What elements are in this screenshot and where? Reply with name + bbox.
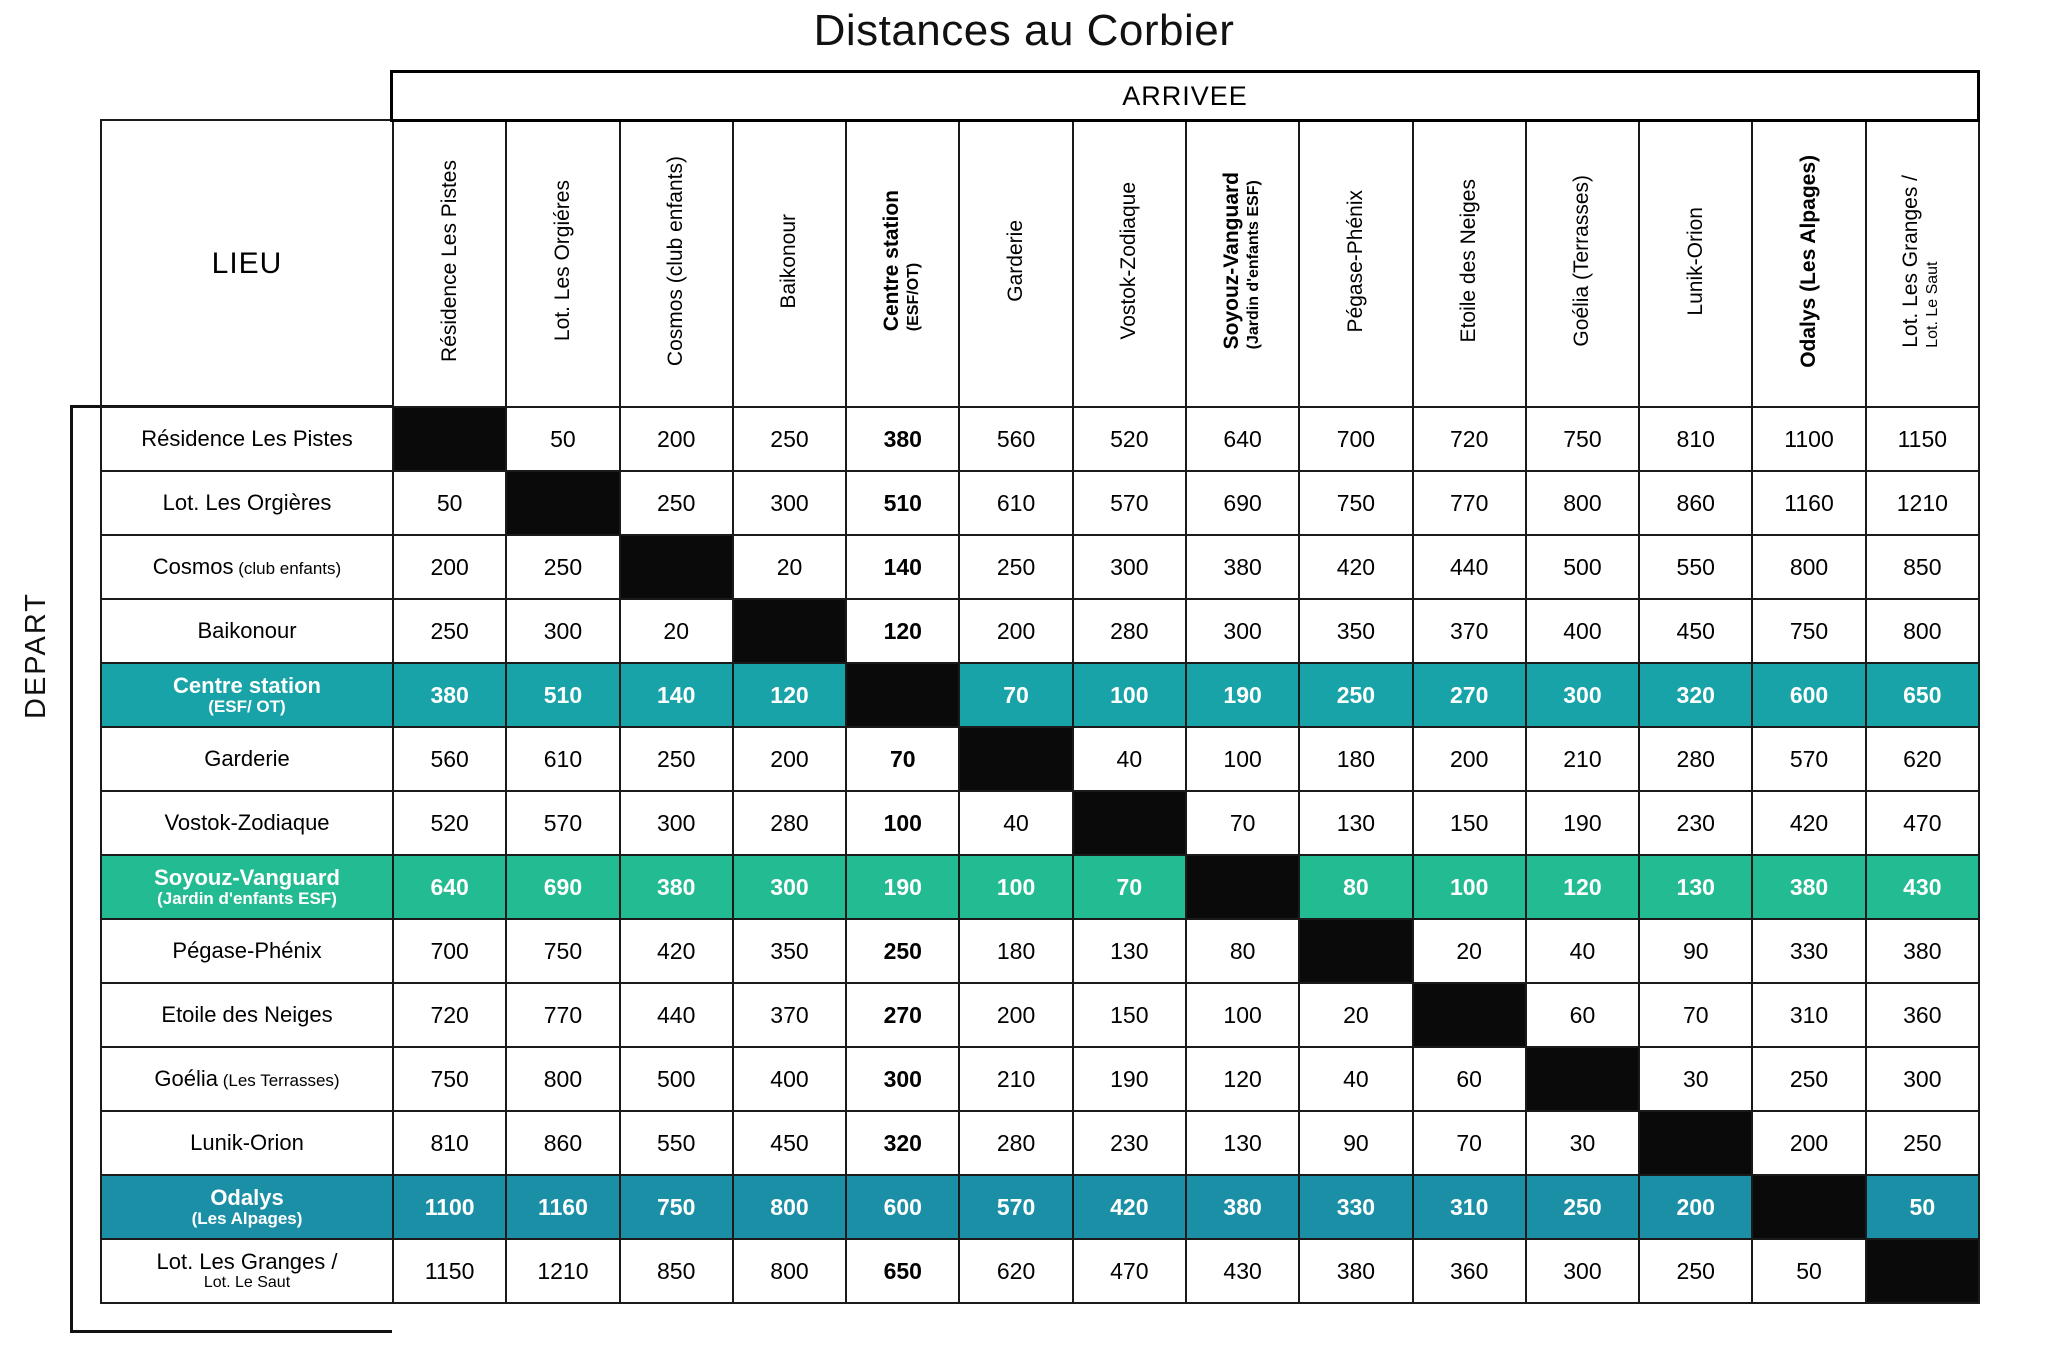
column-header-label: Lunik-Orion xyxy=(1683,206,1707,316)
column-header-sublabel: (ESF/OT) xyxy=(904,263,922,332)
distance-cell: 90 xyxy=(1299,1111,1412,1175)
distance-cell: 800 xyxy=(1752,535,1865,599)
distance-cell: 20 xyxy=(620,599,733,663)
table-row xyxy=(101,919,1979,983)
column-header-6 xyxy=(959,120,1072,407)
distance-cell: 310 xyxy=(1752,983,1865,1047)
distance-cell: 70 xyxy=(1186,791,1299,855)
distance-cell: 270 xyxy=(1413,663,1526,727)
distance-cell: 380 xyxy=(1866,919,1979,983)
row-header-label: Garderie xyxy=(204,745,290,771)
diagonal-cell xyxy=(1752,1175,1865,1239)
distance-cell: 770 xyxy=(506,983,619,1047)
distance-cell: 640 xyxy=(393,855,506,919)
distance-cell: 380 xyxy=(846,407,959,471)
row-header-label: Cosmos xyxy=(152,553,234,579)
distance-cell: 690 xyxy=(1186,471,1299,535)
distance-cell: 190 xyxy=(1526,791,1639,855)
distance-cell: 250 xyxy=(620,471,733,535)
distance-cell: 320 xyxy=(846,1111,959,1175)
page-title: Distances au Corbier xyxy=(813,6,1235,55)
diagonal-cell xyxy=(1073,791,1186,855)
row-header-label: Lot. Les Granges / xyxy=(156,1249,338,1275)
row-header-3 xyxy=(101,535,393,599)
column-header-label: Pégase-Phénix xyxy=(1343,189,1367,333)
distance-cell: 90 xyxy=(1639,919,1752,983)
distance-cell: 130 xyxy=(1639,855,1752,919)
distance-cell: 100 xyxy=(1073,663,1186,727)
distance-cell: 430 xyxy=(1866,855,1979,919)
diagonal-cell xyxy=(1413,983,1526,1047)
distance-cell: 50 xyxy=(1866,1175,1979,1239)
row-header-sublabel: (Jardin d'enfants ESF) xyxy=(157,888,337,908)
distance-cell: 230 xyxy=(1639,791,1752,855)
distance-cell: 810 xyxy=(393,1111,506,1175)
column-header-3 xyxy=(620,120,733,407)
distance-cell: 250 xyxy=(1299,663,1412,727)
distance-cell: 70 xyxy=(846,727,959,791)
column-header-label: Lot. Les Granges / Lot. Le Saut xyxy=(1899,174,1942,348)
corner-cell-lieu: LIEU xyxy=(101,120,393,407)
depart-axis-label xyxy=(6,395,66,915)
distance-cell: 620 xyxy=(1866,727,1979,791)
distance-cell: 40 xyxy=(959,791,1072,855)
distance-cell: 560 xyxy=(393,727,506,791)
distance-cell: 570 xyxy=(506,791,619,855)
distance-cell: 690 xyxy=(506,855,619,919)
distance-cell: 380 xyxy=(1186,1175,1299,1239)
distance-cell: 80 xyxy=(1186,919,1299,983)
distance-cell: 450 xyxy=(1639,599,1752,663)
column-header-label: Résidence Les Pistes xyxy=(437,160,461,362)
row-header-5 xyxy=(101,663,393,727)
distance-cell: 750 xyxy=(1526,407,1639,471)
row-header-label: Résidence Les Pistes xyxy=(141,425,353,451)
table-row xyxy=(101,727,1979,791)
row-header-label: Goélia xyxy=(154,1065,219,1091)
matrix-head xyxy=(101,120,1979,407)
distance-cell: 120 xyxy=(846,599,959,663)
distance-cell: 100 xyxy=(846,791,959,855)
distance-cell: 570 xyxy=(1752,727,1865,791)
distance-cell: 250 xyxy=(1752,1047,1865,1111)
distance-cell: 1160 xyxy=(506,1175,619,1239)
row-header-12 xyxy=(101,1111,393,1175)
distance-cell: 400 xyxy=(733,1047,846,1111)
distance-cell: 250 xyxy=(733,407,846,471)
distance-cell: 1100 xyxy=(1752,407,1865,471)
distance-cell: 550 xyxy=(1639,535,1752,599)
column-header-7 xyxy=(1073,120,1186,407)
distance-cell: 350 xyxy=(1299,599,1412,663)
distance-cell: 360 xyxy=(1866,983,1979,1047)
diagonal-cell xyxy=(393,407,506,471)
row-header-10 xyxy=(101,983,393,1047)
distance-cell: 80 xyxy=(1299,855,1412,919)
distance-cell: 250 xyxy=(620,727,733,791)
table-row xyxy=(101,1239,1979,1303)
column-header-9 xyxy=(1299,120,1412,407)
row-header-label: Baikonour xyxy=(197,617,297,643)
arrivee-spacer xyxy=(100,70,390,122)
row-header-9 xyxy=(101,919,393,983)
distance-cell: 250 xyxy=(959,535,1072,599)
row-header-label: Etoile des Neiges xyxy=(161,1001,333,1027)
distance-cell: 300 xyxy=(1186,599,1299,663)
distance-matrix-table xyxy=(100,119,1980,1304)
distance-cell: 370 xyxy=(1413,599,1526,663)
distance-cell: 190 xyxy=(1186,663,1299,727)
table-row xyxy=(101,983,1979,1047)
diagonal-cell xyxy=(959,727,1072,791)
distance-cell: 570 xyxy=(1073,471,1186,535)
table-row xyxy=(101,1175,1979,1239)
distance-cell: 350 xyxy=(733,919,846,983)
distance-cell: 570 xyxy=(959,1175,1072,1239)
table-row xyxy=(101,663,1979,727)
distance-cell: 520 xyxy=(393,791,506,855)
distance-cell: 30 xyxy=(1639,1047,1752,1111)
row-header-label: Vostok-Zodiaque xyxy=(164,809,330,835)
distance-cell: 250 xyxy=(393,599,506,663)
table-row xyxy=(101,407,1979,471)
distance-cell: 130 xyxy=(1186,1111,1299,1175)
diagonal-cell xyxy=(733,599,846,663)
row-header-sublabel: Lot. Le Saut xyxy=(203,1274,291,1292)
table-row xyxy=(101,1047,1979,1111)
distance-cell: 280 xyxy=(959,1111,1072,1175)
distance-cell: 610 xyxy=(959,471,1072,535)
distance-cell: 300 xyxy=(1073,535,1186,599)
table-row xyxy=(101,599,1979,663)
diagonal-cell xyxy=(1639,1111,1752,1175)
distance-cell: 450 xyxy=(733,1111,846,1175)
distance-cell: 1210 xyxy=(1866,471,1979,535)
matrix-wrapper xyxy=(100,70,1980,1304)
column-header-label: Lot. Les Orgiéres xyxy=(550,180,574,342)
column-header-label: Etoile des Neiges xyxy=(1457,179,1481,343)
distance-cell: 800 xyxy=(733,1239,846,1303)
diagonal-cell xyxy=(1299,919,1412,983)
column-header-11 xyxy=(1526,120,1639,407)
row-header-label: Odalys xyxy=(210,1184,284,1210)
distance-cell: 610 xyxy=(506,727,619,791)
distance-cell: 750 xyxy=(1752,599,1865,663)
distance-cell: 700 xyxy=(393,919,506,983)
distance-cell: 380 xyxy=(1299,1239,1412,1303)
distance-cell: 1160 xyxy=(1752,471,1865,535)
distance-cell: 20 xyxy=(733,535,846,599)
column-header-2 xyxy=(506,120,619,407)
column-header-label: Garderie xyxy=(1004,220,1028,302)
row-header-sublabel: (Les Alpages) xyxy=(191,1208,303,1228)
row-header-8 xyxy=(101,855,393,919)
distance-cell: 850 xyxy=(620,1239,733,1303)
column-header-4 xyxy=(733,120,846,407)
row-header-2 xyxy=(101,471,393,535)
distance-cell: 700 xyxy=(1299,407,1412,471)
distance-cell: 560 xyxy=(959,407,1072,471)
diagonal-cell xyxy=(1526,1047,1639,1111)
distance-cell: 30 xyxy=(1526,1111,1639,1175)
distance-cell: 200 xyxy=(1752,1111,1865,1175)
column-header-8 xyxy=(1186,120,1299,407)
distance-cell: 200 xyxy=(733,727,846,791)
distance-cell: 640 xyxy=(1186,407,1299,471)
diagonal-cell xyxy=(506,471,619,535)
distance-cell: 100 xyxy=(1186,983,1299,1047)
distance-cell: 430 xyxy=(1186,1239,1299,1303)
distance-cell: 150 xyxy=(1073,983,1186,1047)
distance-cell: 400 xyxy=(1526,599,1639,663)
row-header-sublabel: (club enfants) xyxy=(233,558,342,578)
distance-cell: 40 xyxy=(1073,727,1186,791)
diagonal-cell xyxy=(1866,1239,1979,1303)
distance-cell: 190 xyxy=(1073,1047,1186,1111)
column-header-sublabel: Lot. Le Saut xyxy=(1924,261,1942,348)
distance-cell: 70 xyxy=(1073,855,1186,919)
distance-cell: 200 xyxy=(1413,727,1526,791)
column-header-5 xyxy=(846,120,959,407)
matrix-header-row xyxy=(101,120,1979,407)
table-row xyxy=(101,1111,1979,1175)
row-header-label: Centre station xyxy=(173,672,321,698)
distance-cell: 250 xyxy=(1526,1175,1639,1239)
outer-border-left xyxy=(70,408,73,1333)
row-header-label: Lunik-Orion xyxy=(190,1129,304,1155)
distance-cell: 280 xyxy=(733,791,846,855)
distance-cell: 210 xyxy=(959,1047,1072,1111)
row-header-1 xyxy=(101,407,393,471)
row-header-sublabel: (ESF/ OT) xyxy=(208,696,286,716)
distance-cell: 500 xyxy=(620,1047,733,1111)
column-header-label: Soyouz-Vanguard (Jardin d'enfants ESF) xyxy=(1219,172,1262,350)
distance-cell: 750 xyxy=(620,1175,733,1239)
distance-cell: 380 xyxy=(1752,855,1865,919)
distance-cell: 250 xyxy=(846,919,959,983)
arrivee-axis-label: ARRIVEE xyxy=(390,70,1980,122)
distance-cell: 800 xyxy=(1866,599,1979,663)
distance-cell: 420 xyxy=(1752,791,1865,855)
distance-cell: 300 xyxy=(733,471,846,535)
distance-cell: 300 xyxy=(506,599,619,663)
distance-cell: 440 xyxy=(620,983,733,1047)
distance-cell: 720 xyxy=(1413,407,1526,471)
distance-cell: 860 xyxy=(506,1111,619,1175)
diagonal-cell xyxy=(846,663,959,727)
distance-cell: 420 xyxy=(1073,1175,1186,1239)
row-header-label: Pégase-Phénix xyxy=(172,937,322,963)
column-header-label: Vostok-Zodiaque xyxy=(1117,182,1141,340)
distance-cell: 210 xyxy=(1526,727,1639,791)
column-header-label: Centre station (ESF/OT) xyxy=(879,190,922,332)
distance-cell: 810 xyxy=(1639,407,1752,471)
distance-cell: 40 xyxy=(1299,1047,1412,1111)
distance-cell: 200 xyxy=(959,983,1072,1047)
distance-cell: 280 xyxy=(1639,727,1752,791)
distance-cell: 620 xyxy=(959,1239,1072,1303)
distance-cell: 300 xyxy=(733,855,846,919)
distance-cell: 420 xyxy=(1299,535,1412,599)
distance-cell: 130 xyxy=(1299,791,1412,855)
column-header-12 xyxy=(1639,120,1752,407)
distance-cell: 50 xyxy=(506,407,619,471)
distance-cell: 800 xyxy=(1526,471,1639,535)
distance-cell: 70 xyxy=(959,663,1072,727)
distance-cell: 750 xyxy=(393,1047,506,1111)
distance-cell: 1100 xyxy=(393,1175,506,1239)
distance-cell: 1210 xyxy=(506,1239,619,1303)
distance-cell: 140 xyxy=(620,663,733,727)
distance-cell: 520 xyxy=(1073,407,1186,471)
distance-cell: 1150 xyxy=(393,1239,506,1303)
distance-cell: 750 xyxy=(1299,471,1412,535)
distance-cell: 200 xyxy=(620,407,733,471)
depart-axis-text: DEPART xyxy=(19,591,52,719)
row-header-11 xyxy=(101,1047,393,1111)
distance-cell: 250 xyxy=(1866,1111,1979,1175)
row-header-label: Soyouz-Vanguard xyxy=(154,864,340,890)
distance-cell: 380 xyxy=(393,663,506,727)
distance-cell: 20 xyxy=(1299,983,1412,1047)
column-header-13 xyxy=(1752,120,1865,407)
column-header-10 xyxy=(1413,120,1526,407)
distance-cell: 800 xyxy=(506,1047,619,1111)
distance-cell: 320 xyxy=(1639,663,1752,727)
distance-cell: 100 xyxy=(959,855,1072,919)
distance-cell: 600 xyxy=(1752,663,1865,727)
arrivee-banner-row xyxy=(100,70,1980,122)
distance-cell: 500 xyxy=(1526,535,1639,599)
distance-cell: 300 xyxy=(620,791,733,855)
row-header-4 xyxy=(101,599,393,663)
row-header-label: Lot. Les Orgières xyxy=(162,489,332,515)
row-header-7 xyxy=(101,791,393,855)
distance-cell: 770 xyxy=(1413,471,1526,535)
distance-cell: 190 xyxy=(846,855,959,919)
distance-cell: 650 xyxy=(1866,663,1979,727)
column-header-sublabel: (Jardin d'enfants ESF) xyxy=(1244,180,1262,350)
distance-cell: 280 xyxy=(1073,599,1186,663)
distance-cell: 300 xyxy=(846,1047,959,1111)
distance-cell: 20 xyxy=(1413,919,1526,983)
column-header-label: Cosmos (club enfants) xyxy=(664,155,688,367)
distance-cell: 100 xyxy=(1186,727,1299,791)
matrix-body xyxy=(101,407,1979,1303)
column-header-14 xyxy=(1866,120,1979,407)
distance-cell: 120 xyxy=(1186,1047,1299,1111)
distance-cell: 150 xyxy=(1413,791,1526,855)
distance-cell: 120 xyxy=(1526,855,1639,919)
distance-cell: 440 xyxy=(1413,535,1526,599)
distance-cell: 100 xyxy=(1413,855,1526,919)
distance-cell: 600 xyxy=(846,1175,959,1239)
distance-cell: 200 xyxy=(393,535,506,599)
distance-cell: 300 xyxy=(1526,663,1639,727)
distance-cell: 1150 xyxy=(1866,407,1979,471)
distance-cell: 270 xyxy=(846,983,959,1047)
distance-cell: 750 xyxy=(506,919,619,983)
distance-cell: 250 xyxy=(1639,1239,1752,1303)
distance-cell: 380 xyxy=(1186,535,1299,599)
distance-cell: 470 xyxy=(1866,791,1979,855)
distance-cell: 70 xyxy=(1639,983,1752,1047)
distance-cell: 310 xyxy=(1413,1175,1526,1239)
outer-border-bottom xyxy=(70,1330,392,1333)
row-header-sublabel: (Les Terrasses) xyxy=(218,1070,340,1090)
distance-cell: 230 xyxy=(1073,1111,1186,1175)
distance-cell: 860 xyxy=(1639,471,1752,535)
table-row xyxy=(101,791,1979,855)
distance-cell: 420 xyxy=(620,919,733,983)
distance-cell: 130 xyxy=(1073,919,1186,983)
distance-cell: 330 xyxy=(1752,919,1865,983)
distance-cell: 300 xyxy=(1866,1047,1979,1111)
distance-cell: 180 xyxy=(959,919,1072,983)
table-row xyxy=(101,471,1979,535)
distance-cell: 550 xyxy=(620,1111,733,1175)
diagonal-cell xyxy=(620,535,733,599)
column-header-1 xyxy=(393,120,506,407)
distance-cell: 140 xyxy=(846,535,959,599)
distance-cell: 50 xyxy=(393,471,506,535)
distance-cell: 720 xyxy=(393,983,506,1047)
distance-cell: 200 xyxy=(1639,1175,1752,1239)
diagonal-cell xyxy=(1186,855,1299,919)
column-header-label: Goélia (Terrasses) xyxy=(1570,175,1594,347)
distance-cell: 360 xyxy=(1413,1239,1526,1303)
distance-cell: 800 xyxy=(733,1175,846,1239)
distance-cell: 70 xyxy=(1413,1111,1526,1175)
distance-cell: 60 xyxy=(1526,983,1639,1047)
distance-cell: 510 xyxy=(846,471,959,535)
column-header-label: Odalys (Les Alpages) xyxy=(1796,154,1820,368)
distance-cell: 330 xyxy=(1299,1175,1412,1239)
row-header-13 xyxy=(101,1175,393,1239)
distance-cell: 60 xyxy=(1413,1047,1526,1111)
column-header-label: Baikonour xyxy=(777,213,801,309)
distance-cell: 200 xyxy=(959,599,1072,663)
table-row xyxy=(101,855,1979,919)
distance-cell: 40 xyxy=(1526,919,1639,983)
distance-cell: 120 xyxy=(733,663,846,727)
distance-cell: 470 xyxy=(1073,1239,1186,1303)
distance-cell: 850 xyxy=(1866,535,1979,599)
distance-cell: 380 xyxy=(620,855,733,919)
row-header-14 xyxy=(101,1239,393,1303)
distance-cell: 370 xyxy=(733,983,846,1047)
distance-cell: 300 xyxy=(1526,1239,1639,1303)
distance-cell: 50 xyxy=(1752,1239,1865,1303)
distance-cell: 650 xyxy=(846,1239,959,1303)
distance-cell: 180 xyxy=(1299,727,1412,791)
distance-cell: 510 xyxy=(506,663,619,727)
row-header-6 xyxy=(101,727,393,791)
distance-cell: 250 xyxy=(506,535,619,599)
table-row xyxy=(101,535,1979,599)
